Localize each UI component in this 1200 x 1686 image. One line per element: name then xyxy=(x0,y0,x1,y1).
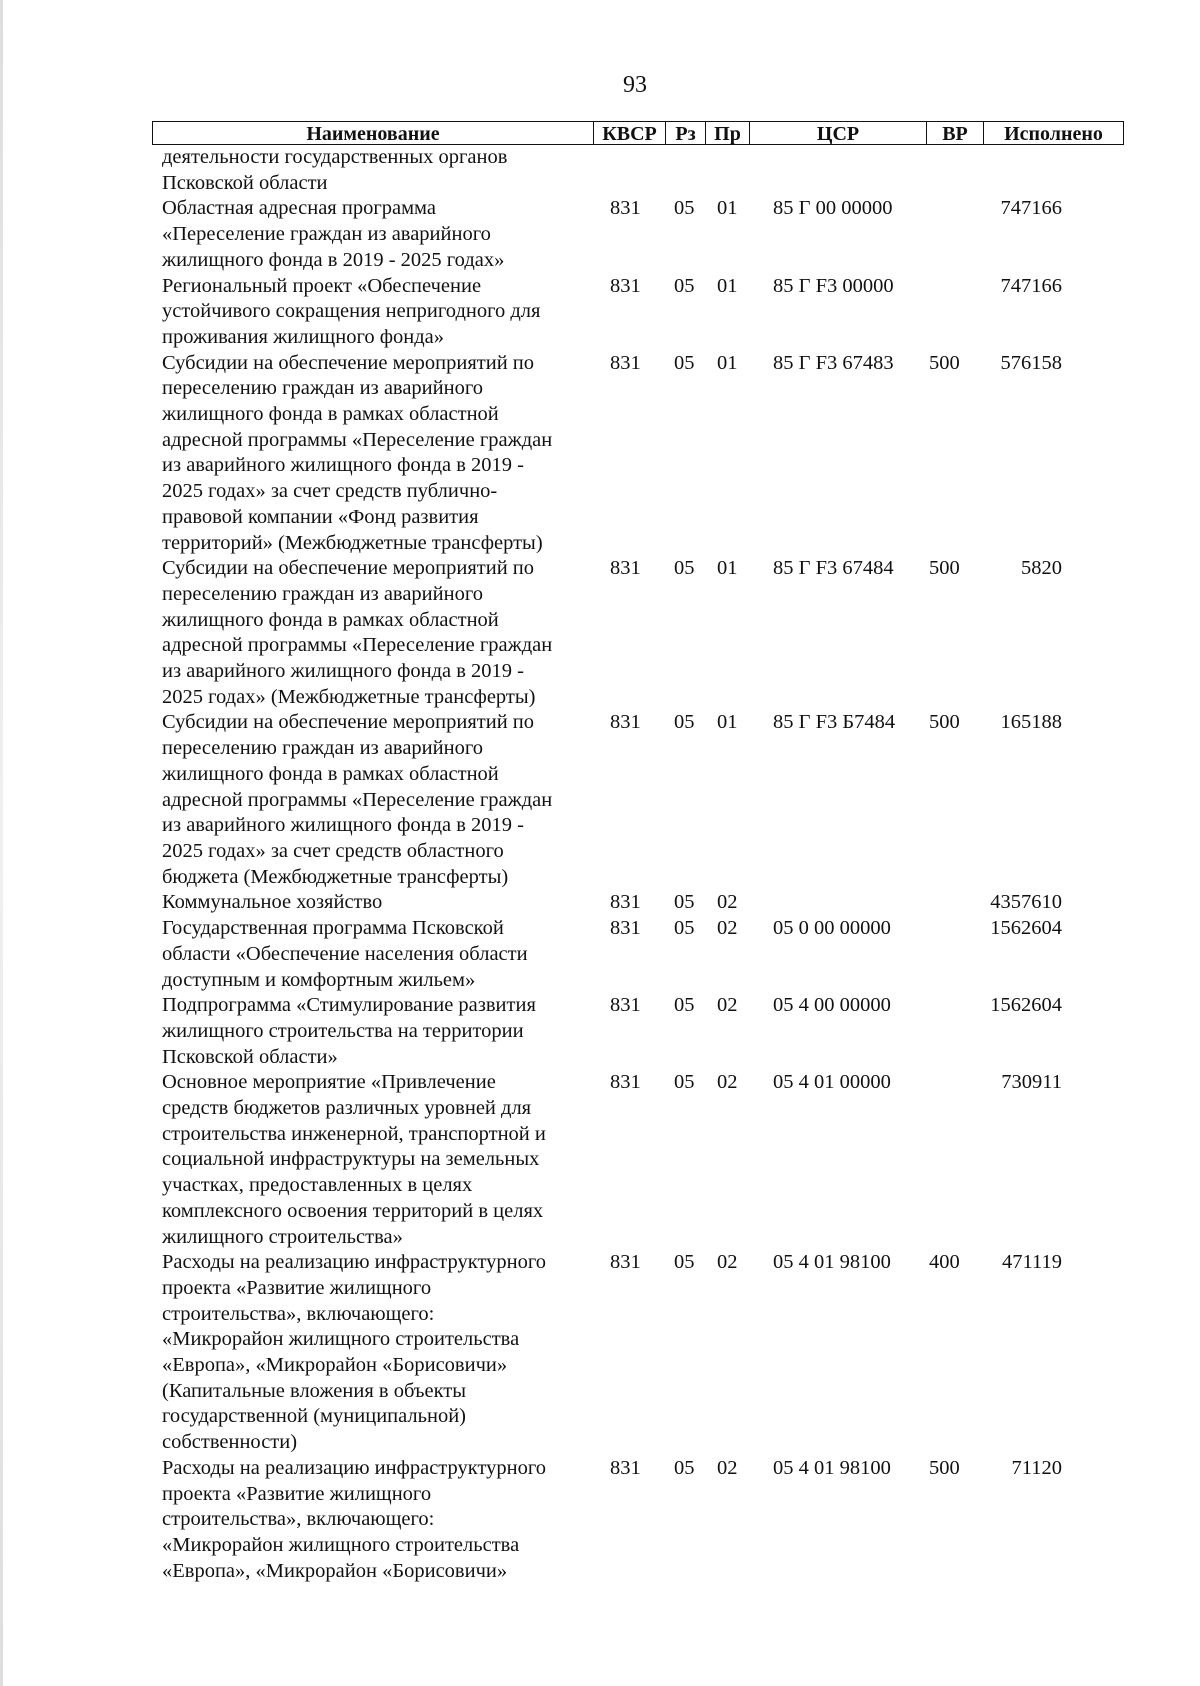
row-name-line: Расходы на реализацию инфраструктурного xyxy=(162,1251,546,1274)
row-name-line: переселению граждан из аварийного xyxy=(162,737,483,760)
row-name-line: проекта «Развитие жилищного xyxy=(162,1276,432,1299)
row-kvsr: 831 xyxy=(610,891,641,914)
row-name-line: Областная адресная программа xyxy=(162,197,436,220)
header-rz: Рз xyxy=(666,122,706,144)
row-name-line: из аварийного жилищного фонда в 2019 - xyxy=(162,454,525,477)
row-name xyxy=(162,916,592,993)
row-name-line: жилищного строительства на территории xyxy=(162,1019,524,1042)
table-row xyxy=(152,145,1124,196)
page-number: 93 xyxy=(623,72,647,98)
header-pr: Пр xyxy=(706,122,750,144)
row-vr: 500 xyxy=(929,1456,960,1479)
row-csr: 85 Г F3 00000 xyxy=(773,274,894,297)
row-name-line: жилищного фонда в рамках областной xyxy=(162,403,499,426)
row-name-line: адресной программы «Переселение граждан xyxy=(162,634,553,657)
header-vr: ВР xyxy=(927,122,984,144)
row-pr: 01 xyxy=(717,351,738,374)
scan-edge xyxy=(0,0,3,1686)
row-name-line: Расходы на реализацию инфраструктурного xyxy=(162,1456,546,1479)
row-name-line: (Капитальные вложения в объекты xyxy=(162,1379,466,1402)
row-rz: 05 xyxy=(674,891,695,914)
row-kvsr: 831 xyxy=(610,197,641,220)
row-name xyxy=(162,1456,592,1585)
row-name-line: адресной программы «Переселение граждан xyxy=(162,788,553,811)
row-rz: 05 xyxy=(674,917,695,940)
row-pr: 01 xyxy=(717,711,738,734)
row-name xyxy=(162,556,592,710)
row-pr: 02 xyxy=(717,1456,738,1479)
row-name-line: проекта «Развитие жилищного xyxy=(162,1482,432,1505)
row-name-line: социальной инфраструктуры на земельных xyxy=(162,1148,540,1171)
row-name-line: из аварийного жилищного фонда в 2019 - xyxy=(162,660,525,683)
table-row xyxy=(152,1070,1124,1250)
row-pr: 02 xyxy=(717,1071,738,1094)
row-name-line: 2025 годах» (Межбюджетные трансферты) xyxy=(162,685,536,708)
row-pr: 02 xyxy=(717,917,738,940)
row-kvsr: 831 xyxy=(610,1071,641,1094)
row-executed: 5820 xyxy=(1021,557,1062,580)
table-row xyxy=(152,196,1124,273)
row-name xyxy=(162,1070,592,1250)
row-pr: 02 xyxy=(717,891,738,914)
row-name-line: участках, предоставленных в целях xyxy=(162,1174,473,1197)
row-name-line: области «Обеспечение населения области xyxy=(162,942,528,965)
row-kvsr: 831 xyxy=(610,917,641,940)
row-csr: 05 4 01 98100 xyxy=(773,1251,891,1274)
row-name-line: 2025 годах» за счет средств областного xyxy=(162,839,504,862)
row-executed: 730911 xyxy=(1001,1071,1062,1094)
table-row xyxy=(152,710,1124,890)
table-body xyxy=(152,145,1124,1584)
row-name-line: «Переселение граждан из аварийного xyxy=(162,223,491,246)
row-name-line: Подпрограмма «Стимулирование развития xyxy=(162,994,536,1017)
row-name-line: правовой компании «Фонд развития xyxy=(162,505,479,528)
row-kvsr: 831 xyxy=(610,557,641,580)
row-executed: 471119 xyxy=(1002,1251,1062,1274)
row-name-line: «Европа», «Микрорайон «Борисовичи» xyxy=(162,1354,508,1377)
row-pr: 01 xyxy=(717,274,738,297)
row-name-line: средств бюджетов различных уровней для xyxy=(162,1097,532,1120)
row-name-line: жилищного фонда в рамках областной xyxy=(162,762,499,785)
table-row xyxy=(152,993,1124,1070)
row-name-line: строительства инженерной, транспортной и xyxy=(162,1122,546,1145)
table-row xyxy=(152,351,1124,557)
row-rz: 05 xyxy=(674,197,695,220)
row-rz: 05 xyxy=(674,1456,695,1479)
row-pr: 01 xyxy=(717,197,738,220)
row-kvsr: 831 xyxy=(610,1251,641,1274)
table-row xyxy=(152,1456,1124,1585)
row-rz: 05 xyxy=(674,994,695,1017)
row-kvsr: 831 xyxy=(610,351,641,374)
row-name xyxy=(162,993,592,1070)
row-rz: 05 xyxy=(674,711,695,734)
row-executed: 747166 xyxy=(1000,197,1062,220)
header-kvsr: КВСР xyxy=(594,122,666,144)
row-name-line: переселению граждан из аварийного xyxy=(162,377,483,400)
row-executed: 747166 xyxy=(1000,274,1062,297)
row-name-line: Субсидии на обеспечение мероприятий по xyxy=(162,711,535,734)
row-kvsr: 831 xyxy=(610,994,641,1017)
row-vr: 500 xyxy=(929,351,960,374)
row-executed: 71120 xyxy=(1011,1456,1062,1479)
table-header xyxy=(152,121,1124,145)
row-name-line: деятельности государственных органов xyxy=(162,146,508,168)
row-pr: 02 xyxy=(717,994,738,1017)
row-executed: 576158 xyxy=(1000,351,1062,374)
row-csr: 05 0 00 00000 xyxy=(773,917,891,940)
row-name xyxy=(162,145,592,196)
row-name-line: комплексного освоения территорий в целях xyxy=(162,1199,544,1222)
row-name-line: Псковской области xyxy=(162,171,328,194)
row-csr: 05 4 01 00000 xyxy=(773,1071,891,1094)
row-name-line: Псковской области» xyxy=(162,1045,338,1068)
row-vr: 500 xyxy=(929,557,960,580)
row-name-line: строительства», включающего: xyxy=(162,1508,435,1531)
row-name-line: жилищного фонда в рамках областной xyxy=(162,608,499,631)
row-csr: 85 Г F3 67484 xyxy=(773,557,894,580)
row-executed: 1562604 xyxy=(990,917,1062,940)
row-name-line: Государственная программа Псковской xyxy=(162,917,504,940)
row-rz: 05 xyxy=(674,274,695,297)
row-name-line: Основное мероприятие «Привлечение xyxy=(162,1071,496,1094)
row-kvsr: 831 xyxy=(610,711,641,734)
row-csr: 85 Г F3 Б7484 xyxy=(773,711,896,734)
header-csr: ЦСР xyxy=(750,122,927,144)
row-vr: 500 xyxy=(929,711,960,734)
row-name xyxy=(162,1250,592,1456)
table-row xyxy=(152,1250,1124,1456)
row-name-line: жилищного фонда в 2019 - 2025 годах» xyxy=(162,248,505,271)
row-name-line: 2025 годах» за счет средств публично- xyxy=(162,480,498,503)
table-row xyxy=(152,556,1124,710)
row-executed: 4357610 xyxy=(990,891,1062,914)
row-rz: 05 xyxy=(674,1071,695,1094)
row-csr: 85 Г F3 67483 xyxy=(773,351,894,374)
row-name-line: устойчивого сокращения непригодного для xyxy=(162,300,541,323)
row-name-line: собственности) xyxy=(162,1431,298,1454)
header-name: Наименование xyxy=(153,122,594,144)
row-name xyxy=(162,710,592,890)
row-rz: 05 xyxy=(674,351,695,374)
row-csr: 85 Г 00 00000 xyxy=(773,197,893,220)
row-name-line: государственной (муниципальной) xyxy=(162,1405,467,1428)
row-pr: 01 xyxy=(717,557,738,580)
row-name-line: бюджета (Межбюджетные трансферты) xyxy=(162,865,509,888)
row-rz: 05 xyxy=(674,1251,695,1274)
row-name-line: «Европа», «Микрорайон «Борисовичи» xyxy=(162,1559,508,1582)
row-executed: 165188 xyxy=(1000,711,1062,734)
row-name xyxy=(162,890,592,916)
header-executed: Исполнено xyxy=(1004,123,1103,145)
row-executed: 1562604 xyxy=(990,994,1062,1017)
row-kvsr: 831 xyxy=(610,274,641,297)
row-rz: 05 xyxy=(674,557,695,580)
row-name-line: адресной программы «Переселение граждан xyxy=(162,428,553,451)
row-name-line: «Микрорайон жилищного строительства xyxy=(162,1533,520,1556)
row-name-line: строительства», включающего: xyxy=(162,1302,435,1325)
row-name xyxy=(162,196,592,273)
table-row xyxy=(152,890,1124,916)
row-vr: 400 xyxy=(929,1251,960,1274)
row-name-line: жилищного строительства» xyxy=(162,1225,403,1248)
row-name-line: доступным и комфортным жильем» xyxy=(162,968,476,991)
row-name-line: проживания жилищного фонда» xyxy=(162,325,444,348)
row-name-line: из аварийного жилищного фонда в 2019 - xyxy=(162,814,525,837)
row-name-line: территорий» (Межбюджетные трансферты) xyxy=(162,531,543,554)
row-name xyxy=(162,351,592,557)
row-name-line: Субсидии на обеспечение мероприятий по xyxy=(162,557,535,580)
row-name-line: Коммунальное хозяйство xyxy=(162,891,383,914)
row-pr: 02 xyxy=(717,1251,738,1274)
row-kvsr: 831 xyxy=(610,1456,641,1479)
budget-table xyxy=(152,121,1124,1584)
row-name xyxy=(162,274,592,351)
table-row xyxy=(152,274,1124,351)
row-name-line: Региональный проект «Обеспечение xyxy=(162,274,482,297)
row-csr: 05 4 00 00000 xyxy=(773,994,891,1017)
row-name-line: Субсидии на обеспечение мероприятий по xyxy=(162,351,535,374)
row-name-line: «Микрорайон жилищного строительства xyxy=(162,1328,520,1351)
table-row xyxy=(152,916,1124,993)
row-name-line: переселению граждан из аварийного xyxy=(162,582,483,605)
row-csr: 05 4 01 98100 xyxy=(773,1456,891,1479)
